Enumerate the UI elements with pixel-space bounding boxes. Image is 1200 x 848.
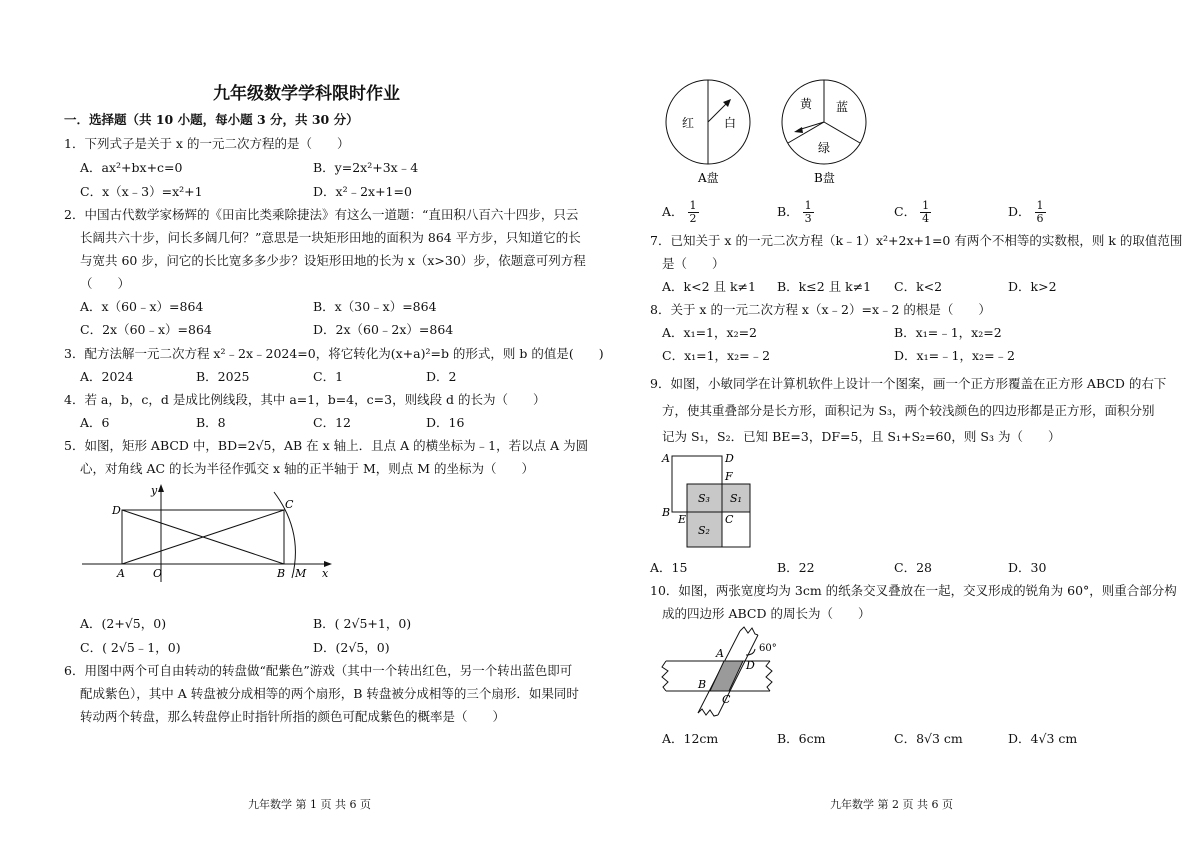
q6-option-c-prefix: C． — [894, 204, 917, 219]
fig-label-a: A — [117, 567, 125, 580]
fig-label-f: F — [725, 470, 733, 483]
q3-option-c: C．1 — [313, 369, 344, 384]
page-footer: 九年数学 第 1 页 共 6 页 — [248, 798, 371, 811]
q5-line1: 5．如图，矩形 ABCD 中，BD=2√5，AB 在 x 轴上．且点 A 的横坐标为﹣1，若以点 A 为圆 — [64, 438, 589, 453]
q4-option-c: C．12 — [313, 415, 351, 430]
fig-label-o: O — [153, 567, 163, 580]
q9-squares-figure — [658, 450, 798, 552]
q6-option-d-prefix: D． — [1008, 204, 1031, 219]
q2-line4: （ ） — [80, 276, 131, 291]
fig-label-s2: S₂ — [698, 524, 710, 537]
q6-option-b-fraction — [803, 200, 814, 225]
q10-option-a: A．12cm — [662, 731, 719, 746]
spinner-a-white: 白 — [724, 116, 737, 130]
q6-line3: 转动两个转盘，那么转盘停止时指针所指的颜色可配成紫色的概率是（ ） — [80, 709, 506, 724]
q6-c-denominator: 4 — [922, 212, 930, 225]
q6-line1: 6．用图中两个可自由转动的转盘做“配紫色”游戏（其中一个转出红色，另一个转出蓝色即可 — [64, 663, 573, 678]
q9-line1: 9．如图，小敏同学在计算机软件上设计一个图案，画一个正方形覆盖在正方形 ABCD 的右下 — [650, 376, 1167, 391]
q6-option-a — [662, 200, 699, 225]
spinner-b-yellow: 黄 — [800, 97, 813, 111]
fig-label-m: M — [295, 567, 307, 580]
q3-option-a: A．2024 — [80, 369, 134, 384]
q9-option-a: A．15 — [650, 560, 688, 575]
q6-c-numerator: 1 — [922, 199, 930, 212]
q2-option-a: A．x（60﹣x）=864 — [80, 299, 204, 314]
fig-label-b: B — [277, 567, 286, 580]
q7-option-a: A．k<2 且 k≠1 — [662, 279, 756, 294]
q5-option-b: B．( 2√5+1，0) — [313, 616, 412, 631]
q8-option-d: D．x₁=﹣1，x₂=﹣2 — [894, 348, 1015, 363]
q4-option-b: B．8 — [196, 415, 226, 430]
fig-label-a: A — [662, 452, 670, 465]
fig-label-angle: 60° — [759, 643, 777, 654]
spinner-a-label: A盘 — [698, 171, 719, 185]
fig-label-d: D — [112, 504, 121, 517]
q5-option-a: A．(2+√5，0) — [80, 616, 167, 631]
q2-option-d: D．2x（60﹣2x）=864 — [313, 322, 454, 337]
q7-line2: 是（ ） — [662, 256, 725, 271]
q6-line2: 配成紫色），其中 A 转盘被分成相等的两个扇形，B 转盘被分成相等的三个扇形．如果同时 — [80, 686, 579, 701]
q6-b-denominator: 3 — [804, 212, 812, 225]
q3-option-b: B．2025 — [196, 369, 250, 384]
q4-option-d: D．16 — [426, 415, 465, 430]
q8-stem: 8．关于 x 的一元二次方程 x（x﹣2）=x﹣2 的根是（ ） — [650, 302, 991, 317]
q2-option-b: B．x（30﹣x）=864 — [313, 299, 437, 314]
page-title: 九年级数学学科限时作业 — [213, 84, 400, 104]
q1-option-c: C．x（x﹣3）=x²+1 — [80, 184, 203, 199]
q9-option-b: B．22 — [777, 560, 815, 575]
q9-option-c: C．28 — [894, 560, 932, 575]
fig-label-c: C — [285, 498, 294, 511]
q10-option-c: C．8√3 cm — [894, 731, 963, 746]
q1-option-b: B．y=2x²+3x﹣4 — [313, 160, 419, 175]
q9-option-d: D．30 — [1008, 560, 1047, 575]
q6-option-c-fraction — [920, 200, 931, 225]
q7-option-b: B．k≤2 且 k≠1 — [777, 279, 872, 294]
q6-option-d — [1008, 200, 1046, 225]
q5-line2: 心，对角线 AC 的长为半径作弧交 x 轴的正半轴于 M，则点 M 的坐标为（ ） — [80, 461, 535, 476]
q9-line2: 方，使其重叠部分是长方形，面积记为 S₃，两个较浅颜色的四边形都是正方形，面积分别 — [662, 403, 1155, 418]
q3-option-d: D．2 — [426, 369, 457, 384]
q8-option-b: B．x₁=﹣1，x₂=2 — [894, 325, 1002, 340]
fig-label-c: C — [725, 513, 734, 526]
q6-option-b — [777, 200, 814, 225]
q1-stem: 1．下列式子是关于 x 的一元二次方程的是（ ） — [64, 136, 350, 151]
q5-option-d: D．(2√5，0) — [313, 640, 390, 655]
q6-a-denominator: 2 — [689, 212, 697, 225]
fig-label-s1: S₁ — [730, 492, 742, 505]
q10-option-d: D．4√3 cm — [1008, 731, 1078, 746]
q6-option-c — [894, 200, 931, 225]
spinner-b-blue: 蓝 — [836, 100, 849, 114]
q6-option-a-fraction — [688, 200, 699, 225]
q6-option-b-prefix: B． — [777, 204, 799, 219]
q5-rectangle-figure — [78, 482, 340, 584]
q2-option-c: C．2x（60﹣x）=864 — [80, 322, 212, 337]
section-heading: 一．选择题（共 10 小题，每小题 3 分，共 30 分） — [64, 112, 359, 127]
q10-line1: 10．如图，两张宽度均为 3cm 的纸条交叉叠放在一起，交叉形成的锐角为 60°，则重合部分构 — [650, 583, 1177, 598]
q6-b-numerator: 1 — [804, 199, 812, 212]
q6-option-d-fraction — [1035, 200, 1046, 225]
q5-option-c: C．( 2√5﹣1，0) — [80, 640, 181, 655]
fig-label-x: x — [322, 567, 329, 580]
q2-line1: 2．中国古代数学家杨辉的《田亩比类乘除捷法》有这么一道题：“直田积八百六十四步，只云 — [64, 207, 579, 222]
fig-label-d: D — [725, 452, 734, 465]
spinner-b-label: B盘 — [814, 171, 835, 185]
fig-label-e: E — [678, 513, 687, 526]
q6-option-a-prefix: A． — [662, 204, 684, 219]
q10-option-b: B．6cm — [777, 731, 826, 746]
fig-label-s3: S₃ — [698, 492, 710, 505]
q10-strips-figure — [658, 625, 788, 717]
q1-option-d: D．x²﹣2x+1=0 — [313, 184, 412, 199]
q4-stem: 4．若 a，b，c，d 是成比例线段，其中 a=1，b=4，c=3，则线段 d 的长为（ ） — [64, 392, 546, 407]
q6-spinners-figure — [662, 78, 872, 190]
fig-label-c: C — [722, 693, 731, 706]
q8-option-c: C．x₁=1，x₂=﹣2 — [662, 348, 771, 363]
q6-d-numerator: 1 — [1036, 199, 1044, 212]
page-footer: 九年数学 第 2 页 共 6 页 — [830, 798, 953, 811]
q10-line2: 成的四边形 ABCD 的周长为（ ） — [662, 606, 871, 621]
fig-label-y: y — [151, 484, 158, 497]
q6-a-numerator: 1 — [689, 199, 697, 212]
q2-line2: 长阔共六十步，问长多阔几何？”意思是一块矩形田地的面积为 864 平方步，只知道它的长 — [80, 230, 581, 245]
fig-label-b: B — [662, 506, 671, 519]
q7-option-c: C．k<2 — [894, 279, 943, 294]
q2-line3: 与宽共 60 步，问它的长比宽多多少步？设矩形田地的长为 x（x>30）步，依题意可列方程 — [80, 253, 586, 268]
q4-option-a: A．6 — [80, 415, 110, 430]
q8-option-a: A．x₁=1，x₂=2 — [662, 325, 758, 340]
fig-label-b: B — [698, 678, 707, 691]
q3-stem: 3．配方法解一元二次方程 x²﹣2x﹣2024=0，将它转化为(x+a)²=b 的形式，则 b 的值是( ) — [64, 346, 604, 361]
q7-line1: 7．已知关于 x 的一元二次方程（k﹣1）x²+2x+1=0 有两个不相等的实数根，则 k 的取值范围 — [650, 233, 1183, 248]
q6-d-denominator: 6 — [1036, 212, 1044, 225]
fig-label-a: A — [716, 647, 724, 660]
spinner-a-red: 红 — [682, 116, 695, 130]
fig-label-d: D — [746, 659, 755, 672]
q7-option-d: D．k>2 — [1008, 279, 1057, 294]
spinner-b-green: 绿 — [818, 141, 831, 155]
q1-option-a: A．ax²+bx+c=0 — [80, 160, 183, 175]
q9-line3: 记为 S₁，S₂．已知 BE=3，DF=5，且 S₁+S₂=60，则 S₃ 为（ ） — [662, 429, 1061, 444]
